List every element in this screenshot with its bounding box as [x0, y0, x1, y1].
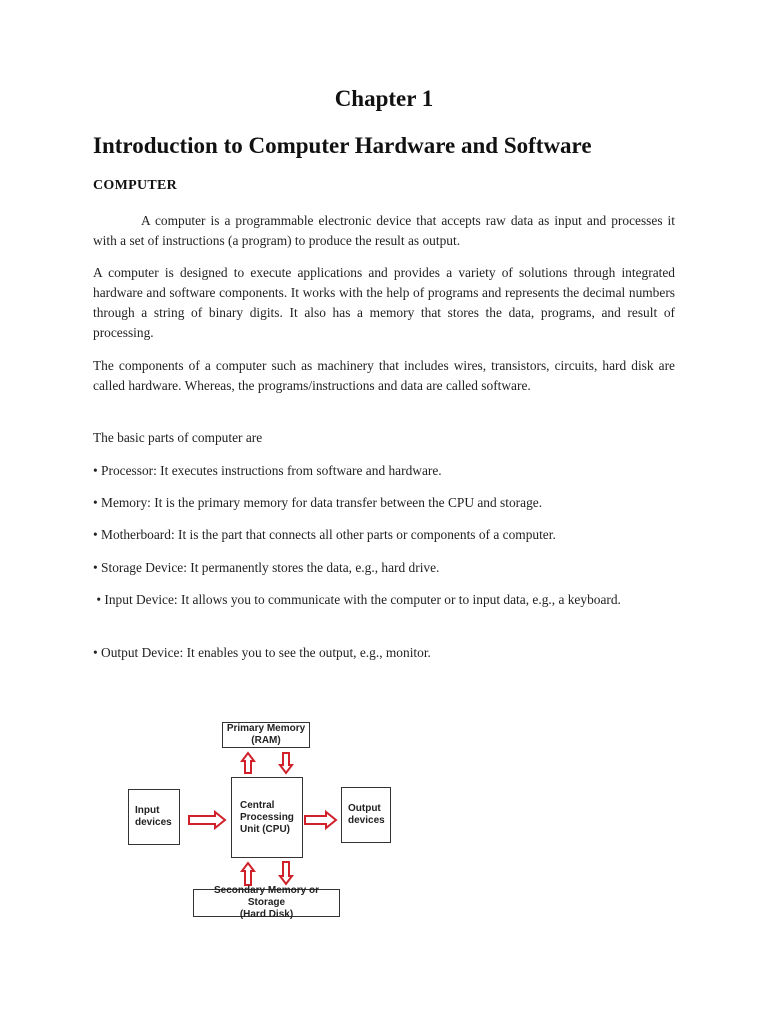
paragraph-definition: A computer is a programmable electronic device that accepts raw data as input and processes it with a set of instructions (a program) to produce the result as output.	[93, 213, 675, 248]
cpu-label: Central Processing Unit (CPU)	[240, 800, 294, 835]
output-devices-box	[341, 787, 391, 843]
secondary-memory-label: Secondary Memory or Storage (Hard Disk)	[213, 885, 320, 920]
bullet-input-device: • Input Device: It allows you to communicate with the computer or to input data, e.g., a keyboard.	[93, 592, 621, 607]
input-devices-box	[128, 789, 180, 845]
chapter-heading: Chapter 1	[334, 86, 434, 111]
arrow-input-to-cpu	[189, 812, 225, 828]
bullet-output-device: • Output Device: It enables you to see the output, e.g., monitor.	[93, 645, 431, 660]
arrow-cpu-to-secondary-memory	[280, 862, 292, 884]
cpu-box	[231, 777, 303, 858]
bullet-storage-device: • Storage Device: It permanently stores the data, e.g., hard drive.	[93, 560, 440, 575]
arrow-cpu-to-output	[305, 812, 336, 828]
arrow-primary-memory-to-cpu	[280, 753, 292, 773]
bullet-processor: • Processor: It executes instructions from software and hardware.	[93, 463, 442, 478]
arrow-cpu-to-primary-memory	[242, 753, 254, 773]
secondary-memory-box	[193, 885, 340, 920]
section-heading: COMPUTER	[93, 178, 178, 193]
arrow-secondary-memory-to-cpu	[242, 863, 254, 885]
paragraph-basic-parts: The basic parts of computer are	[93, 430, 263, 445]
paragraph-design: A computer is designed to execute applications and provides a variety of solutions through integrated hardware and software components. It works with the help of programs and represents the decimal numbers through a string of binary digits. It also has a memory that stores the data, programs, and result of processing.	[93, 265, 675, 340]
primary-memory-box	[222, 722, 310, 748]
input-devices-label: Input devices	[135, 805, 172, 828]
primary-memory-label: Primary Memory (RAM)	[226, 723, 306, 746]
chapter-title: Introduction to Computer Hardware and Software	[93, 133, 592, 158]
bullet-memory: • Memory: It is the primary memory for data transfer between the CPU and storage.	[93, 495, 543, 510]
output-devices-label: Output devices	[348, 803, 385, 826]
paragraph-hardware-software: The components of a computer such as machinery that includes wires, transistors, circuits, hard disk are called hardware. Whereas, the programs/instructions and data are called software.	[93, 358, 675, 393]
bullet-motherboard: • Motherboard: It is the part that connects all other parts or components of a computer.	[93, 527, 556, 542]
